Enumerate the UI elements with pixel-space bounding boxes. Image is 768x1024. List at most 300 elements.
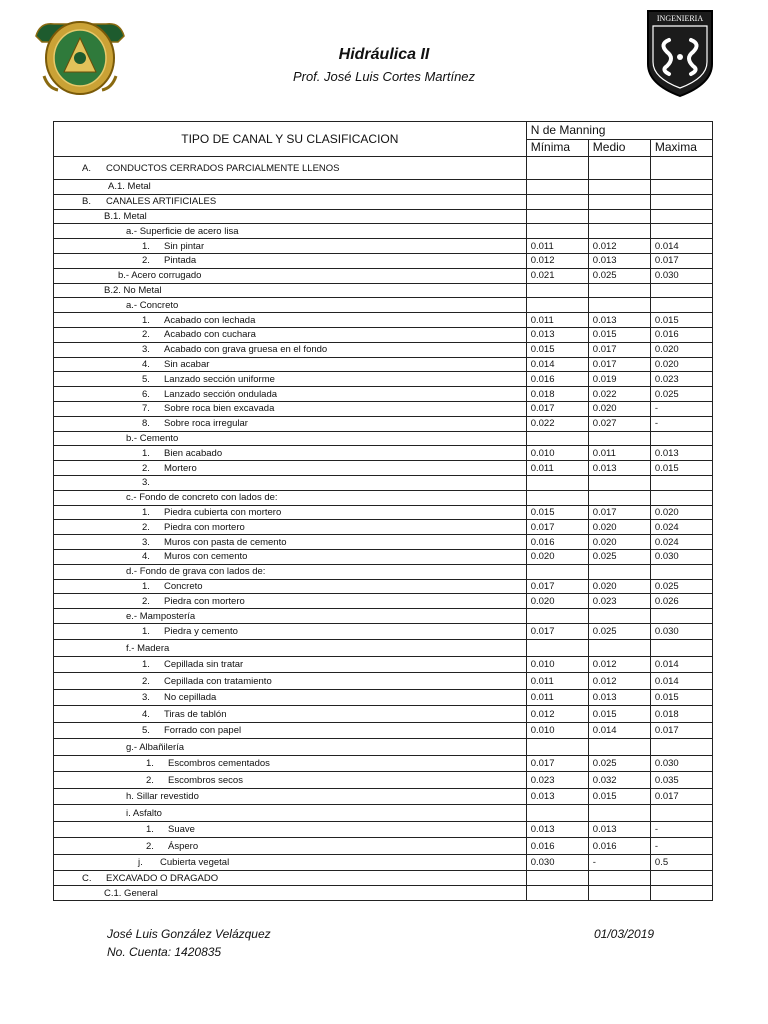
column-header-max: Maxima <box>650 139 712 157</box>
manning-min-cell: 0.017 <box>526 520 588 535</box>
row-description <box>54 722 527 739</box>
manning-max-cell: 0.017 <box>650 788 712 805</box>
manning-med-cell <box>588 431 650 446</box>
row-label: Sobre roca irregular <box>164 418 248 430</box>
manning-min-cell: 0.014 <box>526 357 588 372</box>
table-row <box>54 706 713 723</box>
manning-med-cell: 0.013 <box>588 461 650 476</box>
row-prefix: 2. <box>146 774 154 786</box>
manning-min-cell <box>526 871 588 886</box>
manning-min-cell: 0.022 <box>526 416 588 431</box>
shield-banner-text: INGENIERIA <box>656 14 704 23</box>
manning-min-cell <box>526 180 588 195</box>
row-prefix: 2. <box>142 462 150 474</box>
manning-med-cell: 0.011 <box>588 446 650 461</box>
manning-max-cell: 0.026 <box>650 594 712 609</box>
manning-min-cell: 0.017 <box>526 755 588 772</box>
table-row <box>54 594 713 609</box>
manning-min-cell: 0.021 <box>526 268 588 283</box>
row-description <box>54 224 527 239</box>
manning-med-cell <box>588 871 650 886</box>
row-label: Piedra con mortero <box>164 521 245 533</box>
table-row <box>54 564 713 579</box>
table-row <box>54 871 713 886</box>
manning-max-cell: 0.030 <box>650 623 712 640</box>
manning-max-cell <box>650 886 712 901</box>
engineering-shield-logo <box>645 8 715 98</box>
manning-med-cell: 0.019 <box>588 372 650 387</box>
manning-med-cell: 0.012 <box>588 239 650 254</box>
row-description <box>54 623 527 640</box>
manning-max-cell: 0.5 <box>650 854 712 871</box>
row-description <box>54 505 527 520</box>
table-row <box>54 788 713 805</box>
table-row <box>54 475 713 490</box>
table-row <box>54 180 713 195</box>
manning-min-cell: 0.016 <box>526 838 588 855</box>
table-row <box>54 283 713 298</box>
row-prefix: 2. <box>142 329 150 341</box>
manning-max-cell <box>650 180 712 195</box>
manning-med-cell: 0.013 <box>588 821 650 838</box>
row-label: Acabado con cuchara <box>164 329 256 341</box>
manning-max-cell <box>650 298 712 313</box>
manning-min-cell <box>526 609 588 624</box>
manning-med-cell <box>588 475 650 490</box>
row-description <box>54 564 527 579</box>
row-label: Tiras de tablón <box>164 708 227 720</box>
row-label: Piedra con mortero <box>164 595 245 607</box>
row-description <box>54 609 527 624</box>
manning-min-cell: 0.013 <box>526 788 588 805</box>
manning-min-cell <box>526 224 588 239</box>
row-label: Escombros secos <box>168 774 243 786</box>
manning-med-cell: 0.015 <box>588 706 650 723</box>
manning-max-cell <box>650 194 712 209</box>
manning-min-cell: 0.012 <box>526 706 588 723</box>
row-label: c.- Fondo de concreto con lados de: <box>126 492 278 504</box>
manning-min-cell <box>526 194 588 209</box>
table-row <box>54 268 713 283</box>
row-description <box>54 772 527 789</box>
row-description <box>54 372 527 387</box>
manning-med-cell: 0.025 <box>588 268 650 283</box>
manning-med-cell <box>588 194 650 209</box>
table-row <box>54 535 713 550</box>
row-description <box>54 871 527 886</box>
row-prefix: B. <box>82 196 91 208</box>
row-description <box>54 342 527 357</box>
manning-min-cell: 0.011 <box>526 313 588 328</box>
row-description <box>54 209 527 224</box>
row-description <box>54 886 527 901</box>
table-row <box>54 520 713 535</box>
manning-med-cell: - <box>588 854 650 871</box>
row-prefix: 1. <box>142 580 150 592</box>
manning-med-cell: 0.013 <box>588 253 650 268</box>
manning-max-cell: 0.020 <box>650 505 712 520</box>
row-description <box>54 194 527 209</box>
row-label: CANALES ARTIFICIALES <box>106 196 217 208</box>
footer-student-name: José Luis González Velázquez <box>107 927 271 941</box>
manning-min-cell: 0.018 <box>526 387 588 402</box>
row-description <box>54 520 527 535</box>
manning-min-cell <box>526 886 588 901</box>
manning-min-cell: 0.017 <box>526 579 588 594</box>
manning-max-cell: 0.016 <box>650 327 712 342</box>
row-label: Bien acabado <box>164 447 223 459</box>
row-label: b.- Acero corrugado <box>118 270 202 282</box>
row-prefix: 5. <box>142 725 150 737</box>
table-row <box>54 239 713 254</box>
table-row <box>54 224 713 239</box>
manning-min-cell: 0.011 <box>526 461 588 476</box>
row-description <box>54 838 527 855</box>
manning-min-cell: 0.011 <box>526 239 588 254</box>
manning-min-cell <box>526 490 588 505</box>
table-row <box>54 490 713 505</box>
manning-med-cell <box>588 490 650 505</box>
manning-max-cell: 0.025 <box>650 579 712 594</box>
row-label: B.1. Metal <box>104 210 147 222</box>
table-row <box>54 838 713 855</box>
manning-min-cell <box>526 739 588 756</box>
row-prefix: 3. <box>142 536 150 548</box>
table-row <box>54 689 713 706</box>
row-prefix: 3. <box>142 344 150 356</box>
row-description <box>54 401 527 416</box>
table-row <box>54 253 713 268</box>
row-label: e.- Mampostería <box>126 610 196 622</box>
manning-max-cell: 0.030 <box>650 755 712 772</box>
row-prefix: 1. <box>142 314 150 326</box>
table-row <box>54 461 713 476</box>
row-description <box>54 594 527 609</box>
manning-max-cell: 0.020 <box>650 342 712 357</box>
table-row <box>54 372 713 387</box>
manning-med-cell: 0.027 <box>588 416 650 431</box>
row-prefix: 5. <box>142 373 150 385</box>
table-row <box>54 886 713 901</box>
manning-med-cell: 0.014 <box>588 722 650 739</box>
table-row <box>54 505 713 520</box>
table-row <box>54 640 713 657</box>
row-description <box>54 298 527 313</box>
manning-min-cell <box>526 157 588 180</box>
table-row <box>54 387 713 402</box>
row-label: Lanzado sección uniforme <box>164 373 275 385</box>
manning-max-cell: - <box>650 401 712 416</box>
row-description <box>54 755 527 772</box>
manning-min-cell: 0.015 <box>526 505 588 520</box>
row-label: g.- Albañilería <box>126 741 185 753</box>
manning-min-cell: 0.015 <box>526 342 588 357</box>
manning-med-cell <box>588 224 650 239</box>
manning-max-cell: 0.023 <box>650 372 712 387</box>
row-label: f.- Madera <box>126 642 170 654</box>
manning-max-cell <box>650 564 712 579</box>
row-label: Muros con pasta de cemento <box>164 536 287 548</box>
row-description <box>54 549 527 564</box>
table-row <box>54 656 713 673</box>
manning-min-cell: 0.016 <box>526 535 588 550</box>
manning-med-cell: 0.025 <box>588 549 650 564</box>
row-description <box>54 313 527 328</box>
table-row <box>54 854 713 871</box>
manning-max-cell: 0.020 <box>650 357 712 372</box>
row-prefix: 2. <box>142 521 150 533</box>
row-description <box>54 239 527 254</box>
table-row <box>54 673 713 690</box>
footer-account-number: No. Cuenta: 1420835 <box>107 945 222 959</box>
row-description <box>54 283 527 298</box>
manning-max-cell <box>650 805 712 822</box>
table-row <box>54 401 713 416</box>
row-prefix: 3. <box>142 692 150 704</box>
manning-max-cell: 0.015 <box>650 461 712 476</box>
row-label: Mortero <box>164 462 197 474</box>
manning-max-cell: 0.035 <box>650 772 712 789</box>
row-description <box>54 640 527 657</box>
row-label: Acabado con grava gruesa en el fondo <box>164 344 328 356</box>
table-row <box>54 623 713 640</box>
row-prefix: 1. <box>142 447 150 459</box>
row-description <box>54 706 527 723</box>
manning-med-cell: 0.012 <box>588 673 650 690</box>
manning-med-cell: 0.032 <box>588 772 650 789</box>
manning-max-cell: 0.017 <box>650 722 712 739</box>
manning-max-cell: 0.014 <box>650 239 712 254</box>
row-label: Suave <box>168 824 195 836</box>
column-header-med: Medio <box>588 139 650 157</box>
manning-max-cell: 0.024 <box>650 535 712 550</box>
row-description <box>54 579 527 594</box>
row-label: d.- Fondo de grava con lados de: <box>126 566 266 578</box>
manning-min-cell: 0.010 <box>526 722 588 739</box>
row-label: Escombros cementados <box>168 758 270 770</box>
row-label: Piedra y cemento <box>164 626 238 638</box>
manning-med-cell: 0.022 <box>588 387 650 402</box>
manning-max-cell: 0.015 <box>650 689 712 706</box>
table-row <box>54 722 713 739</box>
row-description <box>54 327 527 342</box>
row-description <box>54 854 527 871</box>
row-prefix: 3. <box>142 477 150 489</box>
manning-min-cell: 0.010 <box>526 656 588 673</box>
manning-table-container <box>53 121 713 901</box>
row-label: Cepillada sin tratar <box>164 659 244 671</box>
manning-med-cell: 0.017 <box>588 505 650 520</box>
table-row <box>54 821 713 838</box>
row-description <box>54 180 527 195</box>
manning-min-cell <box>526 640 588 657</box>
row-label: i. Asfalto <box>126 807 162 819</box>
manning-med-cell <box>588 609 650 624</box>
manning-min-cell <box>526 283 588 298</box>
manning-min-cell: 0.023 <box>526 772 588 789</box>
manning-max-cell: 0.018 <box>650 706 712 723</box>
manning-med-cell: 0.015 <box>588 327 650 342</box>
table-row <box>54 609 713 624</box>
table-row <box>54 157 713 180</box>
manning-med-cell: 0.012 <box>588 656 650 673</box>
row-prefix: 2. <box>142 255 150 267</box>
row-prefix: C. <box>82 872 92 884</box>
manning-med-cell: 0.025 <box>588 623 650 640</box>
row-description <box>54 475 527 490</box>
manning-max-cell: 0.014 <box>650 673 712 690</box>
row-prefix: 2. <box>142 595 150 607</box>
row-label: Sobre roca bien excavada <box>164 403 275 415</box>
manning-med-cell: 0.023 <box>588 594 650 609</box>
row-label: Sin pintar <box>164 240 205 252</box>
row-label: EXCAVADO O DRAGADO <box>106 872 219 884</box>
row-prefix: j. <box>138 857 143 869</box>
table-row <box>54 755 713 772</box>
manning-min-cell <box>526 805 588 822</box>
row-description <box>54 253 527 268</box>
row-label: a.- Concreto <box>126 299 179 311</box>
manning-med-cell: 0.025 <box>588 755 650 772</box>
manning-min-cell: 0.017 <box>526 401 588 416</box>
table-row <box>54 342 713 357</box>
row-label: Piedra cubierta con mortero <box>164 506 282 518</box>
manning-max-cell: - <box>650 821 712 838</box>
manning-min-cell: 0.020 <box>526 549 588 564</box>
row-prefix: 1. <box>142 626 150 638</box>
manning-max-cell <box>650 609 712 624</box>
row-prefix: 4. <box>142 708 150 720</box>
manning-med-cell <box>588 298 650 313</box>
document-subtitle: Prof. José Luis Cortes Martínez <box>292 69 476 84</box>
row-description <box>54 490 527 505</box>
manning-min-cell <box>526 475 588 490</box>
manning-med-cell: 0.013 <box>588 313 650 328</box>
row-description <box>54 656 527 673</box>
manning-min-cell: 0.012 <box>526 253 588 268</box>
manning-max-cell: 0.015 <box>650 313 712 328</box>
manning-min-cell: 0.030 <box>526 854 588 871</box>
row-label: a.- Superficie de acero lisa <box>126 225 239 237</box>
manning-med-cell <box>588 640 650 657</box>
document-title: Hidráulica II <box>338 46 430 63</box>
table-row <box>54 446 713 461</box>
row-label: No cepillada <box>164 692 217 704</box>
manning-min-cell <box>526 298 588 313</box>
row-description <box>54 805 527 822</box>
row-label: Sin acabar <box>164 358 210 370</box>
table-row <box>54 209 713 224</box>
manning-min-cell: 0.020 <box>526 594 588 609</box>
table-row <box>54 327 713 342</box>
row-label: Pintada <box>164 255 197 267</box>
table-row <box>54 579 713 594</box>
manning-max-cell: 0.013 <box>650 446 712 461</box>
manning-med-cell <box>588 180 650 195</box>
manning-max-cell: 0.024 <box>650 520 712 535</box>
row-prefix: 4. <box>142 551 150 563</box>
row-description <box>54 446 527 461</box>
row-label: Cubierta vegetal <box>160 857 230 869</box>
row-description <box>54 387 527 402</box>
row-description <box>54 461 527 476</box>
table-row <box>54 416 713 431</box>
manning-max-cell: - <box>650 416 712 431</box>
manning-med-cell: 0.020 <box>588 579 650 594</box>
row-description <box>54 821 527 838</box>
manning-max-cell: 0.014 <box>650 656 712 673</box>
row-prefix: 1. <box>142 506 150 518</box>
manning-min-cell: 0.017 <box>526 623 588 640</box>
manning-min-cell: 0.013 <box>526 821 588 838</box>
row-prefix: 1. <box>146 758 154 770</box>
table-row <box>54 739 713 756</box>
manning-max-cell: 0.017 <box>650 253 712 268</box>
row-description <box>54 157 527 180</box>
manning-max-cell <box>650 209 712 224</box>
manning-max-cell: 0.030 <box>650 268 712 283</box>
manning-min-cell <box>526 209 588 224</box>
row-prefix: 6. <box>142 388 150 400</box>
row-description <box>54 535 527 550</box>
row-label: Cepillada con tratamiento <box>164 675 272 687</box>
manning-max-cell <box>650 431 712 446</box>
manning-max-cell <box>650 640 712 657</box>
manning-med-cell <box>588 886 650 901</box>
university-seal-logo <box>34 14 126 98</box>
row-prefix: 2. <box>146 840 154 852</box>
manning-table <box>53 121 713 901</box>
manning-med-cell <box>588 805 650 822</box>
manning-med-cell <box>588 739 650 756</box>
row-prefix: 2. <box>142 675 150 687</box>
row-label: h. Sillar revestido <box>126 791 199 803</box>
manning-max-cell: 0.030 <box>650 549 712 564</box>
column-header-min: Mínima <box>526 139 588 157</box>
manning-min-cell: 0.013 <box>526 327 588 342</box>
table-row <box>54 549 713 564</box>
manning-med-cell <box>588 283 650 298</box>
row-label: B.2. No Metal <box>104 284 162 296</box>
row-prefix: 4. <box>142 358 150 370</box>
table-row <box>54 313 713 328</box>
row-prefix: 7. <box>142 403 150 415</box>
column-header-type: TIPO DE CANAL Y SU CLASIFICACION <box>54 122 527 157</box>
row-description <box>54 788 527 805</box>
manning-med-cell: 0.013 <box>588 689 650 706</box>
manning-min-cell: 0.016 <box>526 372 588 387</box>
manning-med-cell: 0.016 <box>588 838 650 855</box>
row-label: b.- Cemento <box>126 432 179 444</box>
row-label: C.1. General <box>104 887 158 899</box>
manning-max-cell <box>650 283 712 298</box>
table-row <box>54 772 713 789</box>
manning-med-cell: 0.020 <box>588 520 650 535</box>
row-prefix: A. <box>82 162 91 174</box>
manning-med-cell: 0.020 <box>588 535 650 550</box>
manning-med-cell <box>588 564 650 579</box>
row-label: CONDUCTOS CERRADOS PARCIALMENTE LLENOS <box>106 162 340 174</box>
table-row <box>54 431 713 446</box>
manning-max-cell <box>650 739 712 756</box>
row-prefix: 8. <box>142 418 150 430</box>
manning-med-cell <box>588 157 650 180</box>
table-row <box>54 298 713 313</box>
manning-med-cell: 0.017 <box>588 357 650 372</box>
manning-max-cell <box>650 490 712 505</box>
manning-max-cell <box>650 475 712 490</box>
row-prefix: 1. <box>146 824 154 836</box>
